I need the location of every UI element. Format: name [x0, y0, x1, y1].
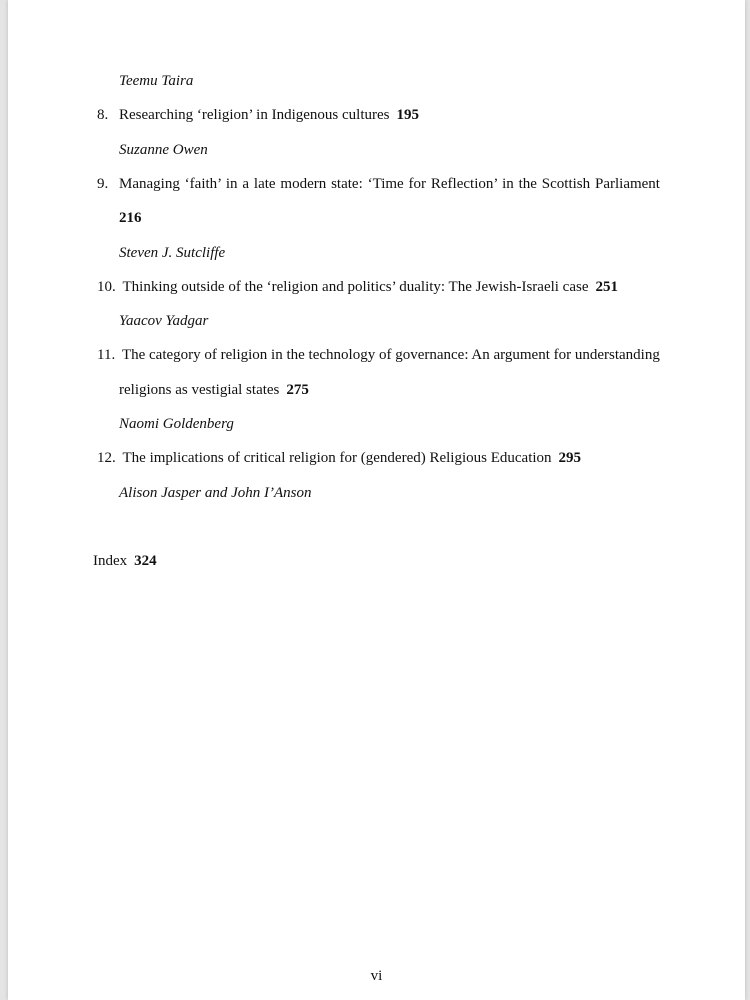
page-number: vi: [370, 968, 383, 984]
chapter-author: Suzanne Owen: [119, 142, 208, 158]
toc-entry-10[interactable]: [97, 278, 618, 296]
chapter-author: Naomi Goldenberg: [119, 416, 234, 432]
toc-entry-9-continued: [119, 209, 142, 227]
index-page: 324: [134, 553, 157, 569]
chapter-author: Steven J. Sutcliffe: [119, 245, 226, 261]
toc-entry-12[interactable]: [97, 449, 581, 467]
document-page: [8, 0, 745, 1000]
chapter-title: Thinking outside of the ‘religion and politics’ duality: The Jewish-Israeli case: [122, 279, 589, 295]
toc-entry-11-continued: [119, 381, 309, 399]
chapter-title: The category of religion in the technology of governance: An argument for understanding: [121, 347, 660, 363]
chapter-title-continued: religions as vestigial states: [119, 382, 280, 398]
toc-entry-9[interactable]: [97, 175, 660, 193]
chapter-title: Managing ‘faith’ in a late modern state: ‘Time for Reflection’ in the Scottish Parliament: [119, 176, 660, 192]
index-label: Index: [93, 553, 128, 569]
chapter-title: Researching ‘religion’ in Indigenous cultures: [119, 107, 390, 123]
chapter-number: 11.: [97, 347, 116, 363]
chapter-page: 295: [558, 450, 582, 466]
chapter-number: 10.: [97, 279, 116, 295]
chapter-title: The implications of critical religion for (gendered) Religious Education: [122, 450, 552, 466]
chapter-page: 195: [396, 107, 419, 123]
chapter-page: 216: [119, 210, 142, 226]
chapter-author: Alison Jasper and John I’Anson: [119, 485, 312, 501]
chapter-author: Yaacov Yadgar: [119, 313, 209, 329]
chapter-number: 8.: [97, 107, 109, 123]
chapter-author-prev: Teemu Taira: [119, 73, 194, 89]
chapter-number: 12.: [97, 450, 116, 466]
toc-entry-11[interactable]: [97, 346, 660, 364]
chapter-page: 275: [286, 382, 309, 398]
chapter-page: 251: [595, 279, 618, 295]
chapter-number: 9.: [97, 176, 109, 192]
toc-entry-8[interactable]: [97, 106, 419, 124]
toc-entry-index[interactable]: [93, 552, 157, 570]
